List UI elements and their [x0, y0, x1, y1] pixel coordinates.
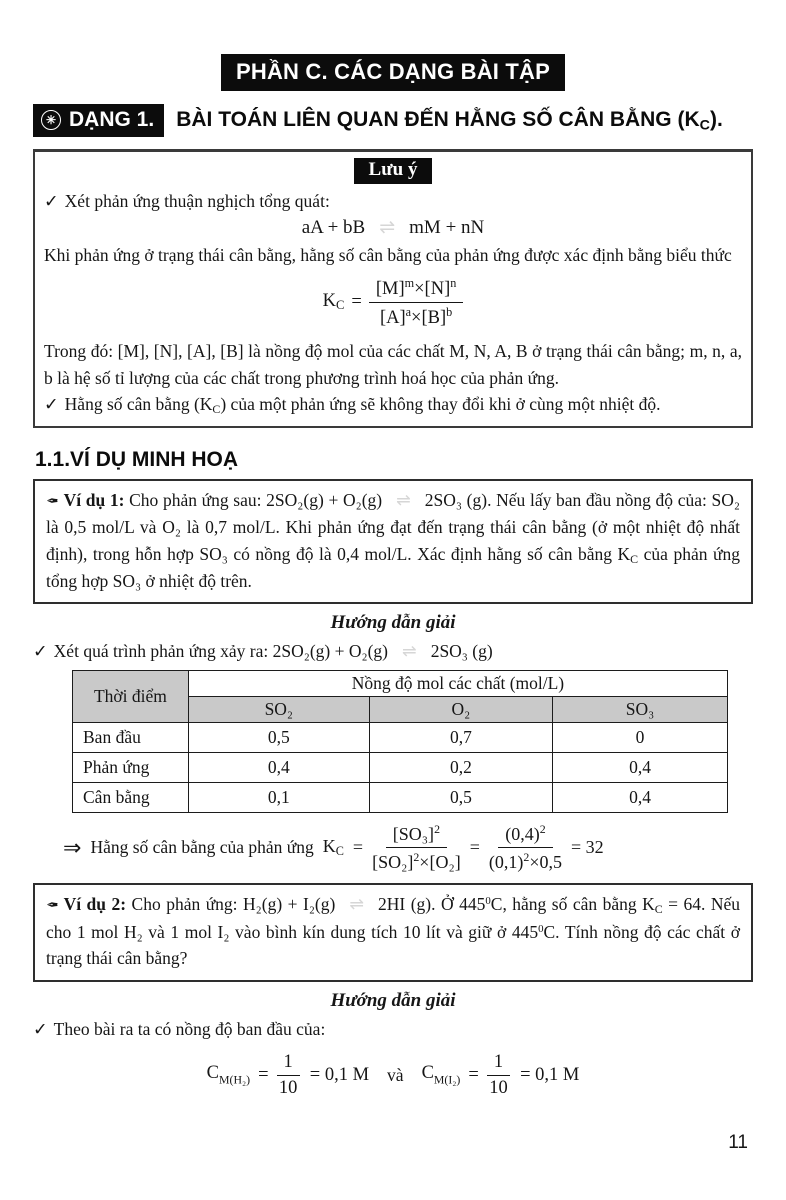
- solution-1-step: [33, 638, 753, 664]
- table-row: [73, 671, 728, 697]
- table-row: [73, 723, 728, 753]
- table-cell: 0,1: [188, 783, 369, 813]
- equilibrium-arrow-icon: ⇌: [349, 894, 365, 915]
- dang1-heading: [33, 104, 753, 137]
- note-line-1-text: Xét phản ứng thuận nghịch tổng quát:: [64, 191, 330, 211]
- note-paragraph-1: Khi phản ứng ở trạng thái cân bằng, hằng số cân bằng của phản ứng được xác định bằng biểu thức: [44, 245, 732, 266]
- table-row: [73, 783, 728, 813]
- fraction-1-over-10: $\frac{1}{10}$: [487, 1052, 510, 1099]
- equals-sign: =: [468, 1064, 479, 1085]
- table-cell: 0,4: [553, 783, 728, 813]
- check-icon: ✓: [33, 641, 48, 662]
- table-cell: 0,4: [553, 753, 728, 783]
- concentration-table: [72, 670, 728, 813]
- equals-sign: =: [351, 292, 362, 312]
- equilibrium-arrow-icon: ⇌: [396, 490, 411, 511]
- reaction-lhs: aA + bB: [301, 217, 366, 239]
- numeric-fraction: $\frac{(0,4)^2}{(0,1)^2\times 0,5}$: [488, 822, 562, 873]
- check-icon: ✓: [44, 191, 59, 211]
- table-cell: 0,4: [188, 753, 369, 783]
- table-group-header: Nồng độ mol các chất (mol/L): [188, 671, 727, 697]
- pen-icon: ✒: [46, 898, 59, 915]
- dang1-badge-label: DẠNG 1.: [69, 108, 155, 131]
- table-row-label: Ban đầu: [73, 723, 189, 753]
- table-cell: 0,5: [188, 723, 369, 753]
- pen-icon: ✒: [46, 494, 59, 511]
- dang1-title-subscript: C: [699, 117, 710, 134]
- dang1-title-text: BÀI TOÁN LIÊN QUAN ĐẾN HẰNG SỐ CÂN BẰNG (K: [176, 107, 700, 131]
- kc-calculation: [63, 822, 753, 873]
- table-column-header-so2: SO₂: [188, 697, 369, 723]
- kc-fraction: [369, 276, 464, 329]
- example-2-text: Cho phản ứng: H₂(g) + I₂(g) ⇌ 2HI (g). Ở $445^0C$, hằng số cân bằng $K_C = 64$. Nếu cho 1 mol H₂ và 1 mol I₂ vào bình kín dung tích 10 lít và giữ ở $445^0C$. Tính nồng độ các chất ở trạng thái cân bằng?: [46, 894, 741, 969]
- part-banner-text: PHẦN C. CÁC DẠNG BÀI TẬP: [235, 59, 551, 84]
- note-paragraph-2: Trong đó: [M], [N], [A], [B] là nồng độ mol của các chất M, N, A, B ở trạng thái cân bằng; m, n, a, b là hệ số tỉ lượng của các chất trong phương trình hoá học của phản ứng.: [44, 341, 742, 388]
- example-1-box: [33, 479, 753, 604]
- table-row-label: Phản ứng: [73, 753, 189, 783]
- example-1-label: Ví dụ 1:: [63, 490, 125, 511]
- page-number: 11: [728, 1132, 748, 1153]
- kc-symbol: $K_C$: [322, 291, 345, 313]
- cm-i2-result: = 0,1 M: [520, 1064, 580, 1085]
- equals-sign: =: [469, 837, 480, 858]
- note-label: Lưu ý: [354, 158, 433, 184]
- kc-definition-formula: [44, 276, 742, 329]
- reaction-rhs: mM + nN: [409, 217, 485, 239]
- kc-symbol: $K_C$: [322, 836, 344, 859]
- solution-2-step-text: Theo bài ra ta có nồng độ ban đầu của:: [53, 1018, 326, 1039]
- kc-calculation-text: Hằng số cân bằng của phản ứng: [90, 837, 314, 858]
- dang1-title-period: ).: [709, 107, 723, 131]
- table-cell: 0,7: [369, 723, 552, 753]
- table-row: [73, 753, 728, 783]
- cm-i2-formula: $C_{M(I_2)}$: [421, 1063, 461, 1087]
- check-icon: ✓: [33, 1018, 48, 1039]
- general-reaction: [44, 216, 742, 239]
- dang1-title: [176, 108, 723, 134]
- table-corner-header: Thời điểm: [73, 671, 189, 723]
- note-line-1: [44, 188, 742, 214]
- table-column-header-o2: O₂: [369, 697, 552, 723]
- note-line-2: [44, 391, 742, 419]
- example-2-box: [33, 883, 753, 981]
- implies-arrow-icon: ⇒: [63, 834, 82, 860]
- cm-h2-formula: $C_{M(H_2)}$: [206, 1063, 251, 1087]
- fraction-1-over-10: $\frac{1}{10}$: [277, 1052, 300, 1099]
- check-icon: ✓: [44, 394, 59, 415]
- example-2-label: Ví dụ 2:: [63, 894, 127, 915]
- equals-sign: =: [352, 837, 364, 858]
- section-heading: 1.1.VÍ DỤ MINH HOẠ: [35, 448, 239, 472]
- equilibrium-arrow-icon: ⇌: [379, 217, 396, 239]
- example-1-text: Cho phản ứng sau: 2SO₂(g) + O₂(g) ⇌ 2SO₃ (g). Nếu lấy ban đầu nồng độ của: SO₂ là 0,5 mol/L và O₂ là 0,7 mol/L. Khi phản ứng đạt đến trạng thái cân bằng (ở một nhiệt độ nhất định), trong hỗn hợp SO₃ có nồng độ là 0,4 mol/L. Xác định hằng số cân bằng $K_C$ của phản ứng tổng hợp SO₃ ở nhiệt độ trên.: [46, 490, 740, 591]
- flower-icon: ✳: [41, 110, 61, 130]
- initial-concentration-formulas: [33, 1052, 753, 1099]
- note-box: [33, 149, 753, 428]
- kc-result: = 32: [570, 837, 604, 858]
- kc-fraction-denominator: $[A]^a\times[B]^b$: [379, 305, 453, 329]
- equilibrium-arrow-icon: ⇌: [402, 641, 417, 662]
- joiner-text: và: [387, 1064, 404, 1085]
- cm-h2-result: = 0,1 M: [309, 1064, 370, 1085]
- kc-value-fraction: $\frac{[SO_3]^2}{[SO_2]^2\times[O_2]}$: [372, 822, 461, 873]
- table-cell: 0: [553, 723, 728, 753]
- kc-fraction-numerator: $[M]^m\times[N]^n$: [369, 276, 464, 303]
- note-line-2-text: Hằng số cân bằng $(K_C)$ của một phản ứng sẽ không thay đổi khi ở cùng một nhiệt độ.: [64, 394, 661, 417]
- solution-2-step: [33, 1016, 753, 1042]
- solution-1-step-text: Xét quá trình phản ứng xảy ra: 2SO₂(g) + O₂(g): [53, 641, 389, 662]
- solution-1-heading: Hướng dẫn giải: [330, 612, 456, 634]
- table-cell: 0,2: [369, 753, 552, 783]
- equals-sign: =: [258, 1064, 269, 1085]
- solution-1-step-rhs: 2SO₃ (g): [430, 641, 493, 662]
- table-cell: 0,5: [369, 783, 552, 813]
- table-row-label: Cân bằng: [73, 783, 189, 813]
- dang1-badge: [33, 104, 164, 137]
- table-column-header-so3: SO₃: [553, 697, 728, 723]
- solution-2-heading: Hướng dẫn giải: [330, 989, 456, 1011]
- part-banner: [221, 54, 565, 91]
